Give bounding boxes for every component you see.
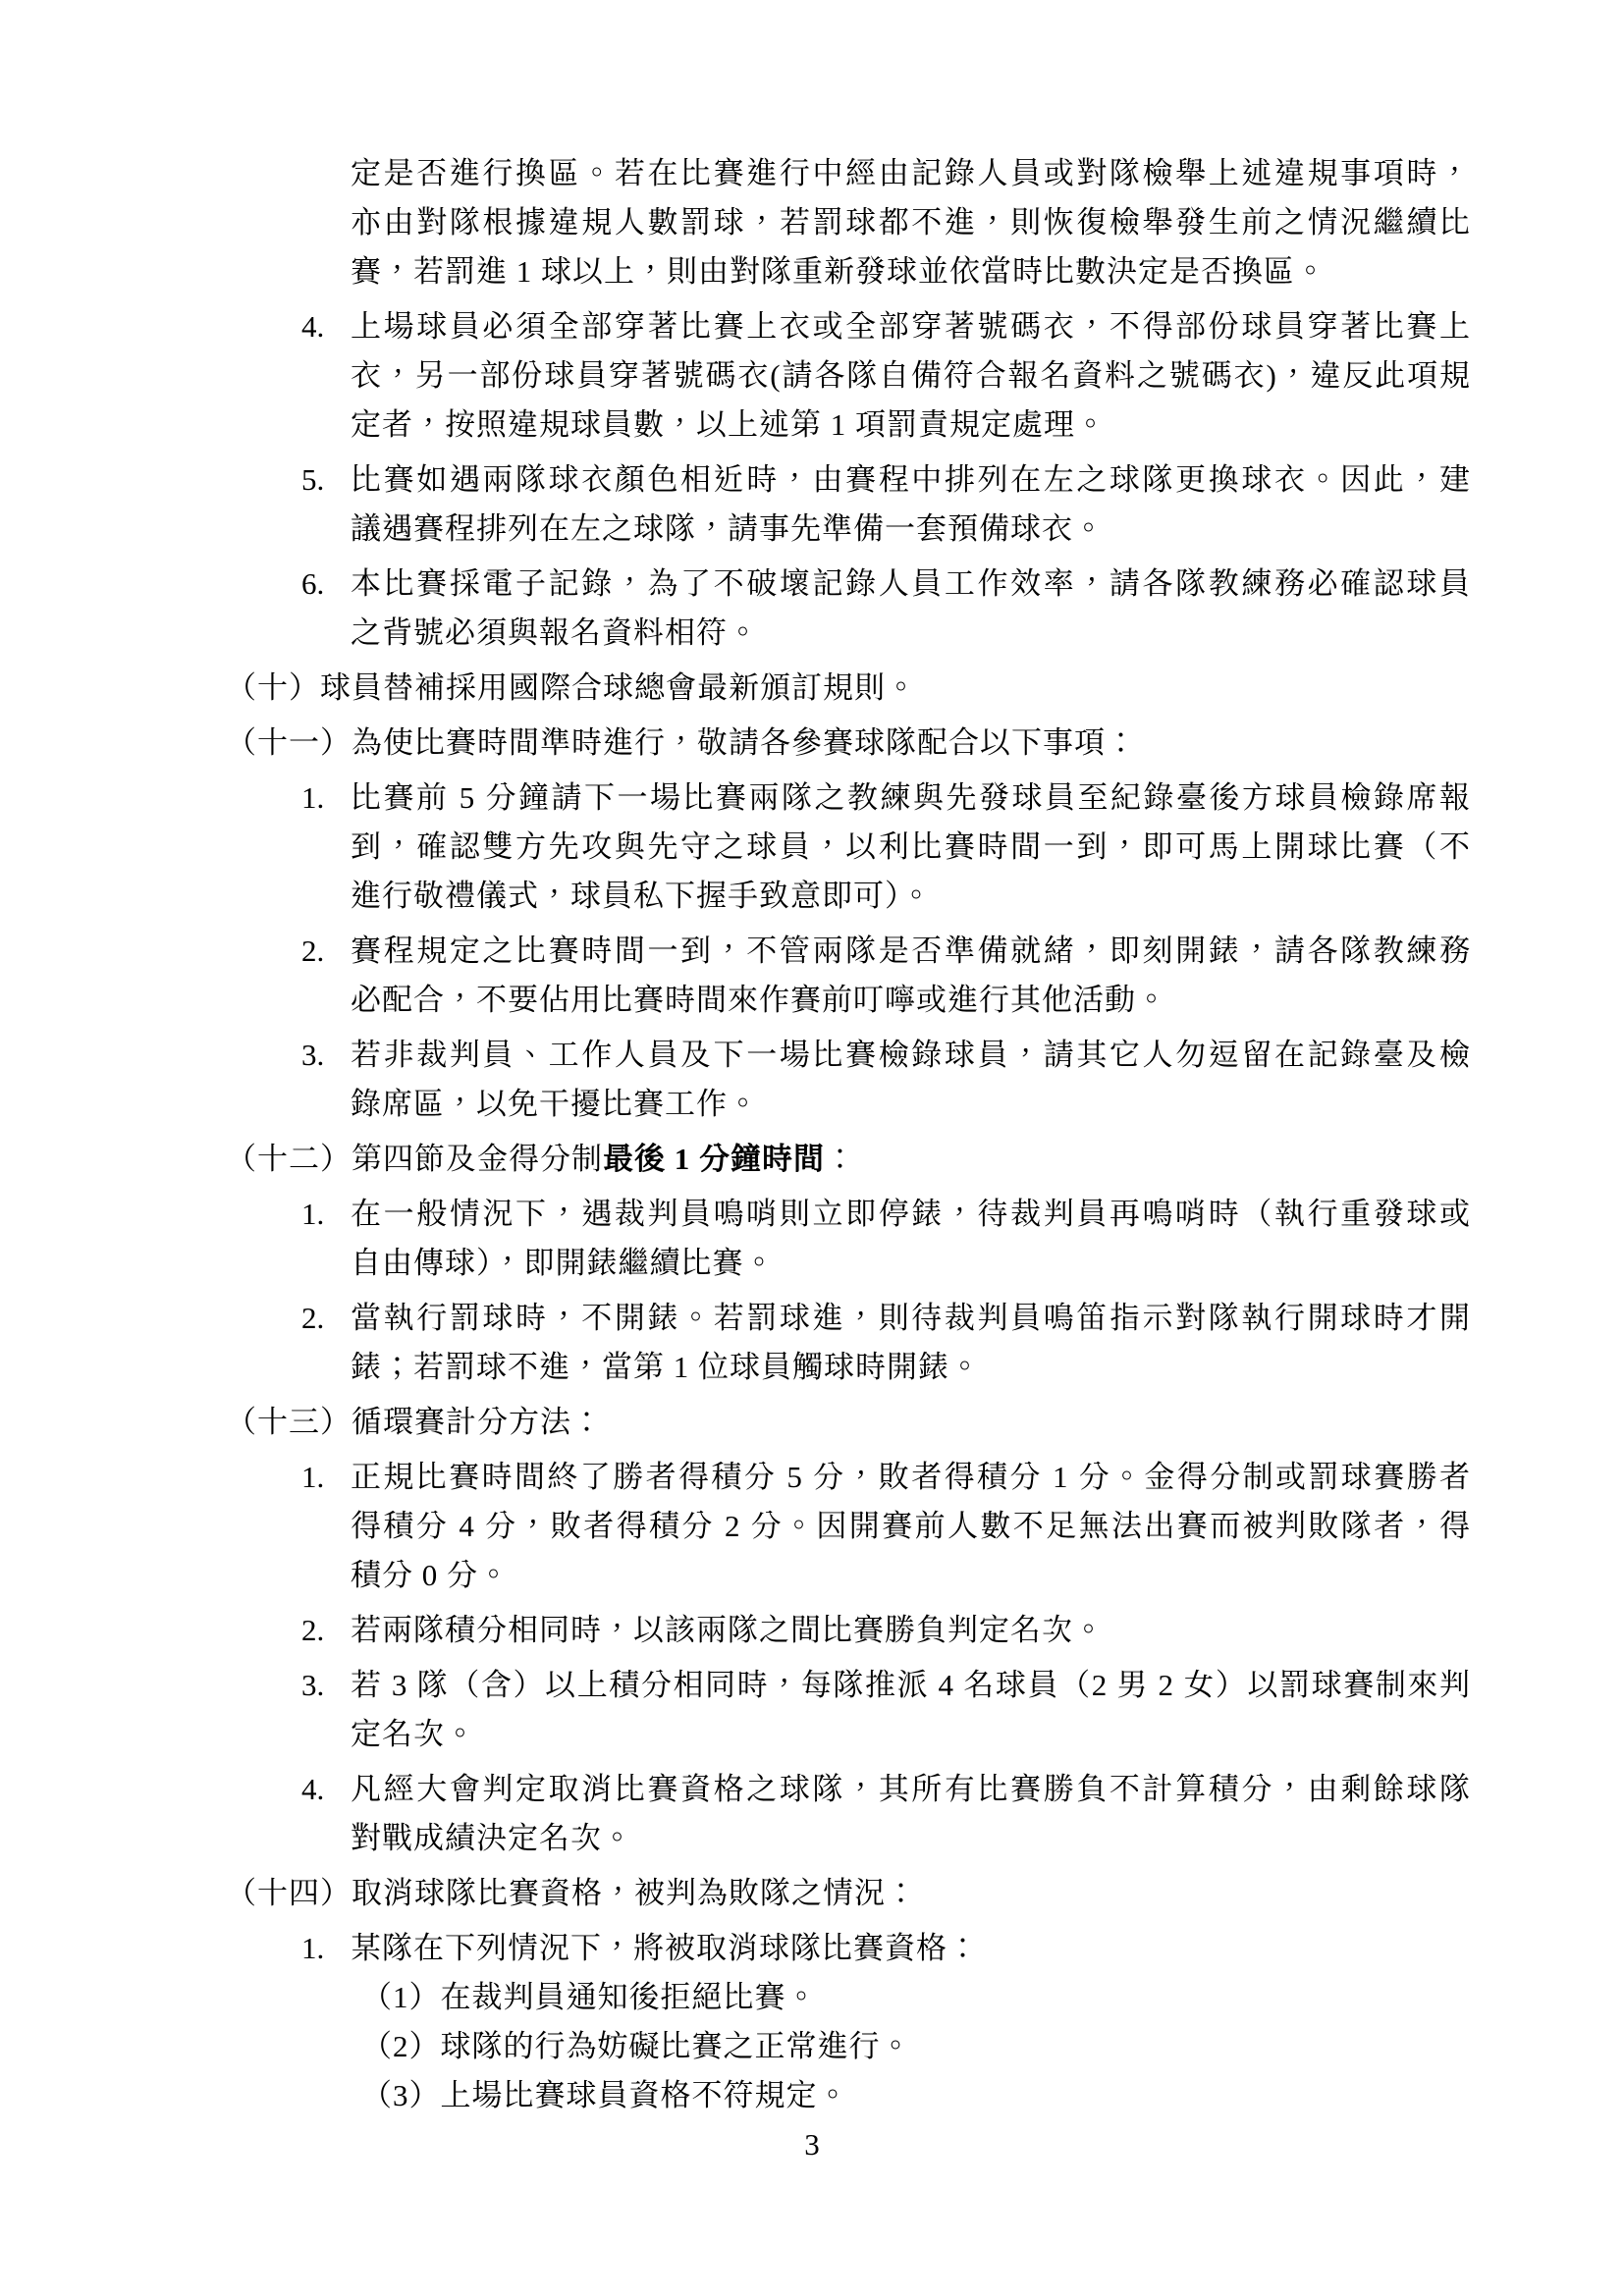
- line-text: 賽程規定之比賽時間一到，不管兩隊是否準備就緒，即刻開錶，請各隊教練務: [351, 934, 1471, 968]
- document-line: [226, 1661, 1471, 1710]
- line-text: 若 3 隊（含）以上積分相同時，每隊推派 4 名球員（2 男 2 女）以罰球賽制來判: [351, 1668, 1471, 1702]
- document-line: [226, 198, 1471, 247]
- line-text: （十三）循環賽計分方法：: [226, 1405, 603, 1439]
- document-line: [226, 1453, 1471, 1502]
- list-number: 1.: [301, 1931, 325, 1965]
- line-text: 若非裁判員、工作人員及下一場比賽檢錄球員，請其它人勿逗留在記錄臺及檢: [351, 1038, 1471, 1072]
- list-number: 5.: [301, 462, 325, 497]
- list-number: 3.: [301, 1668, 325, 1702]
- document-line: [226, 302, 1471, 351]
- document-line: [226, 664, 1471, 713]
- document-line: [226, 823, 1471, 872]
- document-line: [226, 1031, 1471, 1080]
- line-text: 錄席區，以免干擾比賽工作。: [351, 1087, 759, 1121]
- line-text: 到，確認雙方先攻與先守之球員，以利比賽時間一到，即可馬上開球比賽（不: [351, 829, 1471, 864]
- document-line: [226, 1551, 1471, 1600]
- document-body: [226, 149, 1471, 2120]
- document-line: [226, 1080, 1471, 1129]
- line-text: 積分 0 分。: [351, 1558, 510, 1592]
- list-number: 2.: [301, 934, 325, 968]
- line-text: 在一般情況下，遇裁判員鳴哨則立即停錶，待裁判員再鳴哨時（執行重發球或: [351, 1197, 1471, 1231]
- text-run: ：: [825, 1142, 856, 1176]
- bold-text-run: 最後 1 分鐘時間: [603, 1142, 825, 1176]
- document-line: [226, 1869, 1471, 1918]
- text-run: （十二）第四節及金得分制: [226, 1142, 603, 1176]
- document-line: [226, 560, 1471, 609]
- document-line: [226, 400, 1471, 450]
- list-number: 4.: [301, 1772, 325, 1806]
- line-text: 賽，若罰進 1 球以上，則由對隊重新發球並依當時比數決定是否換區。: [351, 254, 1326, 289]
- line-text: 議遇賽程排列在左之球隊，請事先準備一套預備球衣。: [351, 511, 1105, 546]
- list-number: 2.: [301, 1301, 325, 1335]
- line-text: 定名次。: [351, 1717, 476, 1751]
- line-text: 上場球員必須全部穿著比賽上衣或全部穿著號碼衣，不得部份球員穿著比賽上: [351, 309, 1471, 344]
- document-line: [226, 2022, 1471, 2071]
- document-line: [226, 455, 1471, 505]
- line-text: 某隊在下列情況下，將被取消球隊比賽資格：: [351, 1931, 979, 1965]
- list-number: 1.: [301, 1197, 325, 1231]
- line-text: 之背號必須與報名資料相符。: [351, 615, 759, 650]
- document-line: [226, 1924, 1471, 1973]
- line-text: （3）上場比賽球員資格不符規定。: [361, 2078, 849, 2112]
- line-text: 定者，按照違規球員數，以上述第 1 項罰責規定處理。: [351, 407, 1107, 442]
- line-text: （十四）取消球隊比賽資格，被判為敗隊之情況：: [226, 1876, 917, 1910]
- document-line: [226, 774, 1471, 823]
- line-text: 若兩隊積分相同時，以該兩隊之間比賽勝負判定名次。: [351, 1613, 1105, 1647]
- document-line: [226, 247, 1471, 296]
- document-line: [226, 1190, 1471, 1239]
- document-line: [226, 1343, 1471, 1392]
- line-text: （十）球員替補採用國際合球總會最新頒訂規則。: [226, 670, 917, 705]
- list-number: 3.: [301, 1038, 325, 1072]
- document-line: [226, 976, 1471, 1025]
- line-text: 正規比賽時間終了勝者得積分 5 分，敗者得積分 1 分。金得分制或罰球賽勝者: [351, 1460, 1471, 1494]
- document-line: [226, 1973, 1471, 2022]
- document-line: [226, 505, 1471, 554]
- document-line: [226, 1814, 1471, 1863]
- document-line: [226, 2071, 1471, 2120]
- document-line: [226, 719, 1471, 768]
- line-text: 進行敬禮儀式，球員私下握手致意即可）。: [351, 879, 933, 913]
- document-line: [226, 1294, 1471, 1343]
- line-text: 錶；若罰球不進，當第 1 位球員觸球時開錶。: [351, 1350, 981, 1384]
- list-number: 4.: [301, 309, 325, 344]
- document-line: [226, 1710, 1471, 1759]
- page-number: 3: [804, 2127, 820, 2162]
- line-text: （十一）為使比賽時間準時進行，敬請各參賽球隊配合以下事項：: [226, 725, 1137, 760]
- list-number: 1.: [301, 780, 325, 815]
- list-number: 1.: [301, 1460, 325, 1494]
- document-line: [226, 609, 1471, 658]
- line-text: 比賽如遇兩隊球衣顏色相近時，由賽程中排列在左之球隊更換球衣。因此，建: [351, 462, 1471, 497]
- document-line: [226, 1502, 1471, 1551]
- line-text: 亦由對隊根據違規人數罰球，若罰球都不進，則恢復檢舉發生前之情況繼續比: [351, 205, 1471, 240]
- line-text: 自由傳球），即開錶繼續比賽。: [351, 1246, 776, 1280]
- document-line: [226, 149, 1471, 198]
- line-text: 對戰成績決定名次。: [351, 1821, 633, 1855]
- line-text: 當執行罰球時，不開錶。若罰球進，則待裁判員鳴笛指示對隊執行開球時才開: [351, 1301, 1471, 1335]
- document-line: [226, 872, 1471, 921]
- line-text: 凡經大會判定取消比賽資格之球隊，其所有比賽勝負不計算積分，由剩餘球隊: [351, 1772, 1471, 1806]
- line-text: 衣，另一部份球員穿著號碼衣(請各隊自備符合報名資料之號碼衣)，違反此項規: [351, 358, 1471, 393]
- document-line: [226, 1398, 1471, 1447]
- line-text: （1）在裁判員通知後拒絕比賽。: [361, 1980, 818, 2014]
- document-line: [226, 1135, 1471, 1184]
- line-text: 得積分 4 分，敗者得積分 2 分。因開賽前人數不足無法出賽而被判敗隊者，得: [351, 1509, 1471, 1543]
- line-text: 本比賽採電子記錄，為了不破壞記錄人員工作效率，請各隊教練務必確認球員: [351, 566, 1471, 601]
- line-text: 比賽前 5 分鐘請下一場比賽兩隊之教練與先發球員至紀錄臺後方球員檢錄席報: [351, 780, 1471, 815]
- document-line: [226, 351, 1471, 400]
- document-line: [226, 1765, 1471, 1814]
- document-line: [226, 1606, 1471, 1655]
- list-number: 2.: [301, 1613, 325, 1647]
- document-line: [226, 1239, 1471, 1288]
- document-line: [226, 927, 1471, 976]
- line-text: 定是否進行換區。若在比賽進行中經由記錄人員或對隊檢舉上述違規事項時，: [351, 156, 1471, 190]
- line-text: （2）球隊的行為妨礙比賽之正常進行。: [361, 2029, 912, 2063]
- line-text: 必配合，不要佔用比賽時間來作賽前叮嚀或進行其他活動。: [351, 983, 1167, 1017]
- list-number: 6.: [301, 566, 325, 601]
